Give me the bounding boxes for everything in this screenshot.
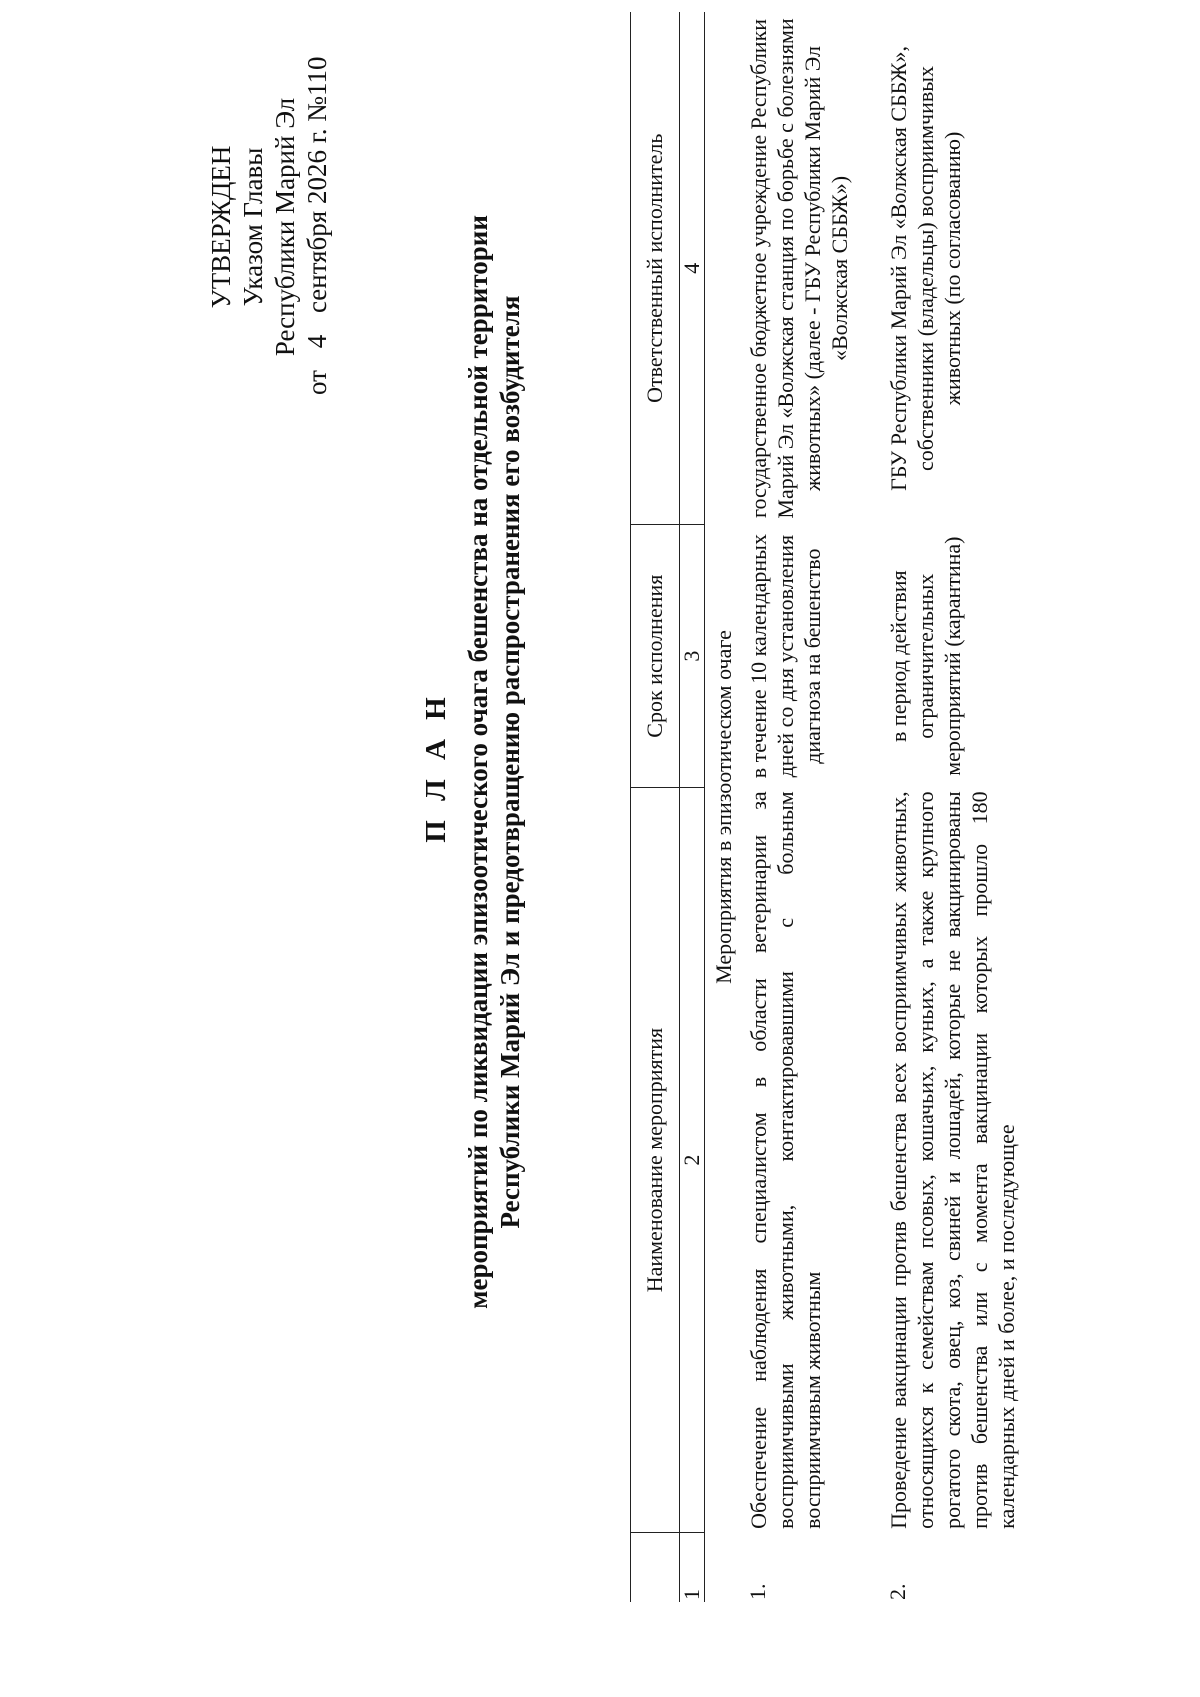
approval-stamp (205, 57, 333, 397)
approval-republic: Республики Марий Эл (270, 97, 300, 357)
row-executor: государственное бюджетное учреждение Республики Марий Эл «Волжская станция по борьбе с болезнями животных» (далее - ГБУ Республики Марий Эл «Волжская СББЖ») (746, 18, 852, 519)
approval-number: №110 (302, 56, 332, 122)
table-row (739, 12, 853, 1602)
column-number-2: 2 (680, 787, 705, 1532)
row-name: Проведение вакцинации против бешенства всех восприимчивых животных, относящихся к семействам псовых, кошачьих, куньих, а также крупного рогатого скота, овец, коз, свиней и лошадей, которые не вакцинированы против бешенства или с момента вакцинации которых прошло 180 календарных дней и более, и последующее (886, 791, 1019, 1529)
header-name: Наименование мероприятия (631, 787, 680, 1532)
subtitle-line-2: Республики Марий Эл и предотвращению распространения его возбудителя (495, 295, 525, 1229)
header-index (631, 1533, 680, 1602)
approval-date-line (301, 57, 333, 397)
document-title: П Л А Н (420, 691, 452, 843)
row-term: в течение 10 календарных дней со дня установления диагноза на бешенство (746, 534, 825, 779)
approval-approved: УТВЕРЖДЕН (206, 145, 236, 309)
column-number-1: 1 (680, 1533, 705, 1602)
header-term: Срок исполнения (631, 525, 680, 787)
column-number-4: 4 (680, 12, 705, 525)
subtitle-line-1: мероприятий по ликвидации эпизоотического очага бешенства на отдельной территории (463, 215, 493, 1309)
table-row (853, 12, 1020, 1602)
plan-table (630, 12, 1020, 1602)
row-term: в период действия ограничительных мероприятий (карантина) (886, 536, 965, 776)
approval-date-prefix: от (302, 370, 332, 395)
header-executor: Ответственный исполнитель (631, 12, 680, 525)
row-executor: ГБУ Республики Марий Эл «Волжская СББЖ», собственники (владельцы) восприимчивых животных (по согласованию) (886, 46, 965, 491)
section-row (705, 12, 740, 1602)
section-title: Мероприятия в эпизоотическом очаге (711, 630, 736, 984)
approval-decree: Указом Главы (238, 147, 268, 307)
column-number-3: 3 (680, 525, 705, 787)
approval-month-year: сентября 2026 г. (302, 128, 332, 314)
row-number: 2. (885, 1583, 910, 1600)
document-subtitle (462, 0, 526, 1527)
row-name: Обеспечение наблюдения специалистом в области ветеринарии за восприимчивыми животными, контактировавшими с больным восприимчивым животным (746, 791, 825, 1529)
approval-day: 4 (302, 334, 332, 349)
table-header-row (631, 12, 680, 1602)
table-column-numbers-row (680, 12, 705, 1602)
row-number: 1. (745, 1583, 770, 1600)
